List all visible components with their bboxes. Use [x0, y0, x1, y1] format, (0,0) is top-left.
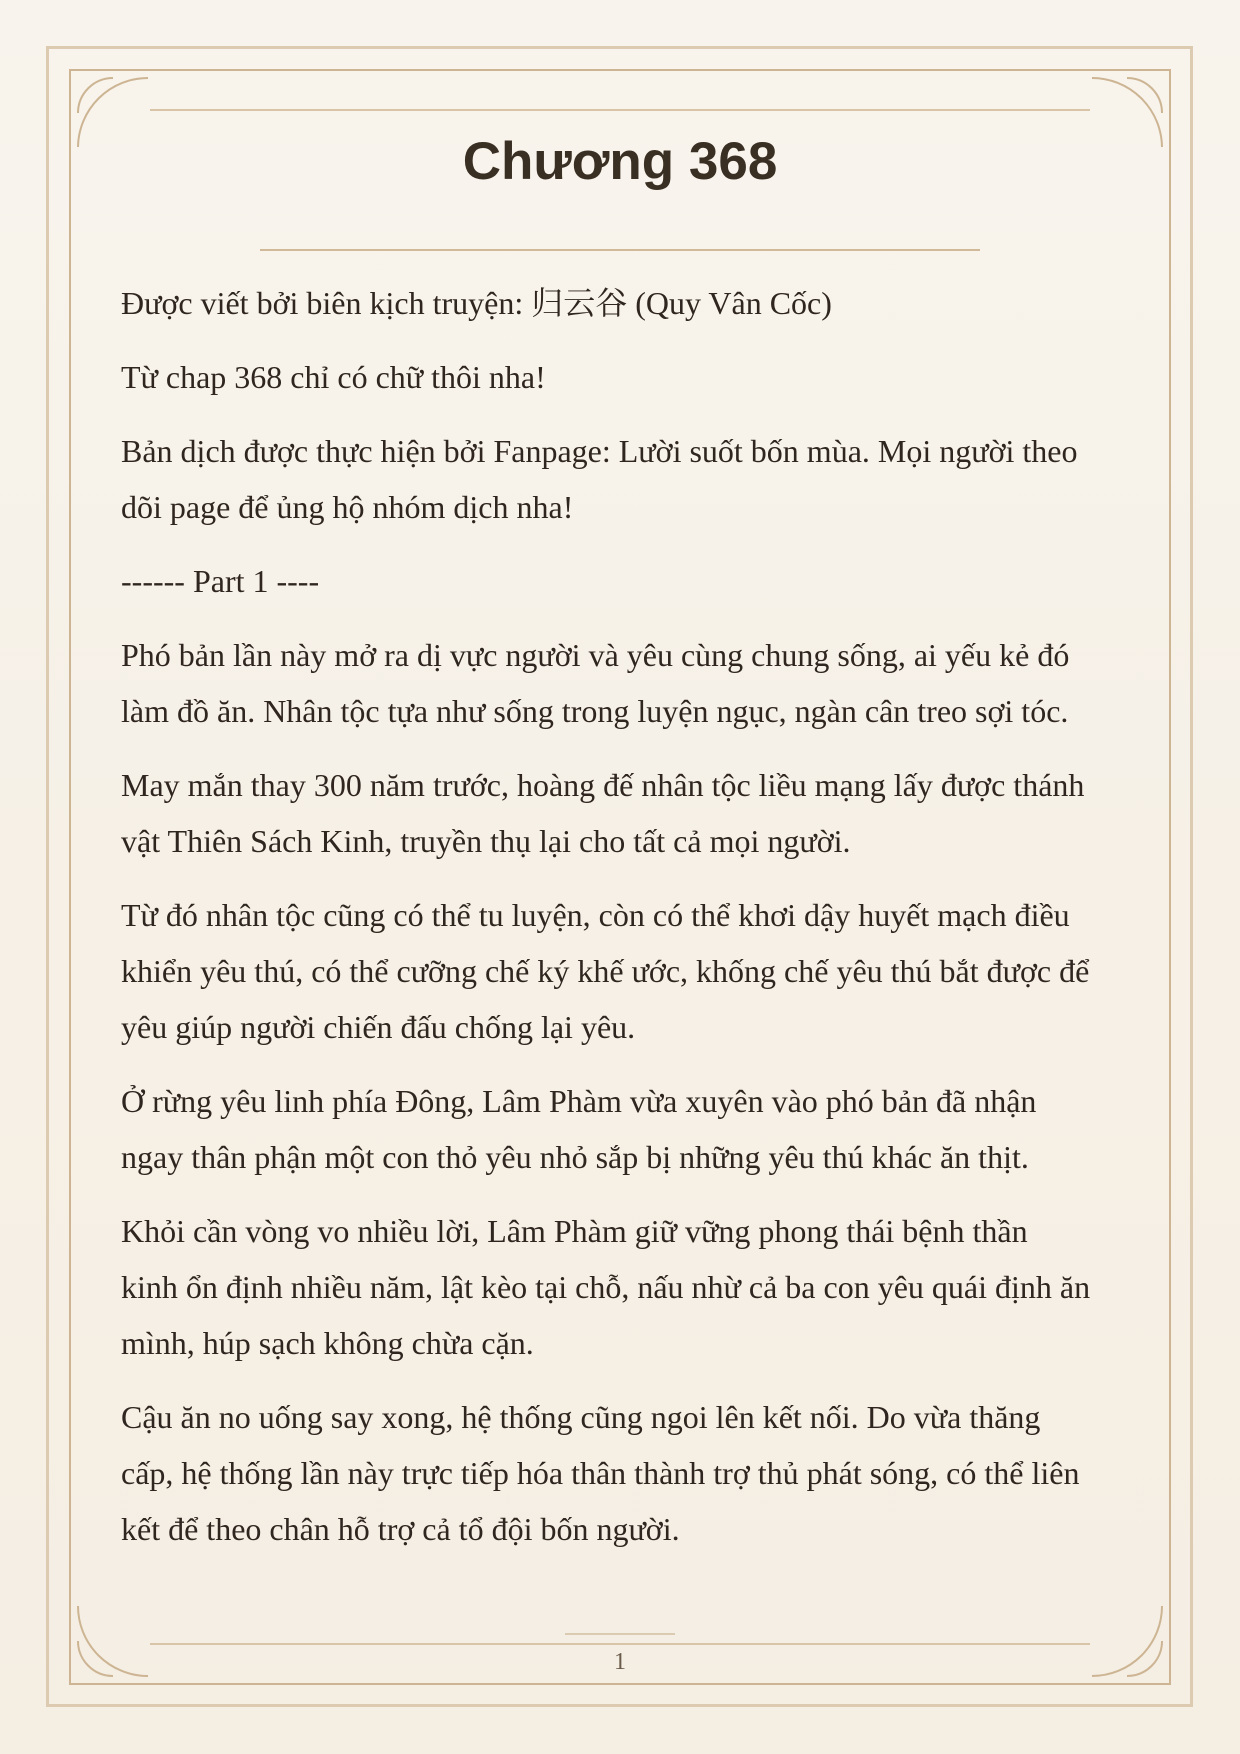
text-line: yêu giúp người chiến đấu chống lại yêu. [121, 1009, 636, 1045]
paragraph [121, 1073, 1131, 1185]
header-rule [150, 109, 1090, 111]
paragraph [121, 627, 1131, 739]
text-line: ngay thân phận một con thỏ yêu nhỏ sắp bị những yêu thú khác ăn thịt. [121, 1139, 1029, 1175]
text-line: Khỏi cần vòng vo nhiều lời, Lâm Phàm giữ vững phong thái bệnh thần [121, 1213, 1028, 1249]
text-line: Từ đó nhân tộc cũng có thể tu luyện, còn có thể khơi dậy huyết mạch điều [121, 897, 1070, 933]
paragraph-translation-credit [121, 423, 1131, 535]
paragraph-notice [121, 349, 1131, 405]
text-line: cấp, hệ thống lần này trực tiếp hóa thân thành trợ thủ phát sóng, có thể liên [121, 1455, 1080, 1491]
text-line: Bản dịch được thực hiện bởi Fanpage: Lười suốt bốn mùa. Mọi người theo [121, 433, 1078, 469]
text-line: vật Thiên Sách Kinh, truyền thụ lại cho tất cả mọi người. [121, 823, 851, 859]
paragraph [121, 1203, 1131, 1371]
paragraph [121, 1389, 1131, 1557]
text-line: Cậu ăn no uống say xong, hệ thống cũng ngoi lên kết nối. Do vừa thăng [121, 1399, 1041, 1435]
chapter-body [121, 275, 1131, 1575]
chapter-title: Chương 368 [462, 132, 778, 191]
text-line: dõi page để ủng hộ nhóm dịch nha! [121, 489, 574, 525]
page-number: 1 [614, 1649, 626, 1675]
text-line: khiển yêu thú, có thể cưỡng chế ký khế ước, khống chế yêu thú bắt được để [121, 953, 1090, 989]
paragraph [121, 887, 1131, 1055]
footer-rule [150, 1643, 1090, 1645]
part-heading [121, 553, 1131, 609]
paragraph-author-credit [121, 275, 1131, 331]
text-line: Từ chap 368 chỉ có chữ thôi nha! [121, 359, 546, 395]
text-line: Ở rừng yêu linh phía Đông, Lâm Phàm vừa xuyên vào phó bản đã nhận [121, 1083, 1037, 1119]
text-line: kinh ổn định nhiều năm, lật kèo tại chỗ, nấu nhừ cả ba con yêu quái định ăn [121, 1269, 1091, 1305]
paragraph [121, 757, 1131, 869]
text-line: Phó bản lần này mở ra dị vực người và yêu cùng chung sống, ai yếu kẻ đó [121, 637, 1070, 673]
text-line: làm đồ ăn. Nhân tộc tựa như sống trong luyện ngục, ngàn cân treo sợi tóc. [121, 693, 1069, 729]
text-line: May mắn thay 300 năm trước, hoàng đế nhân tộc liều mạng lấy được thánh [121, 767, 1085, 803]
title-divider [260, 249, 980, 251]
text-line: mình, húp sạch không chừa cặn. [121, 1325, 534, 1361]
text-line: ------ Part 1 ---- [121, 563, 320, 599]
text-line: kết để theo chân hỗ trợ cả tổ đội bốn người. [121, 1511, 680, 1547]
text-line: Được viết bởi biên kịch truyện: 归云谷 (Quy Vân Cốc) [121, 285, 832, 321]
footer-ornament-rule [565, 1633, 675, 1635]
